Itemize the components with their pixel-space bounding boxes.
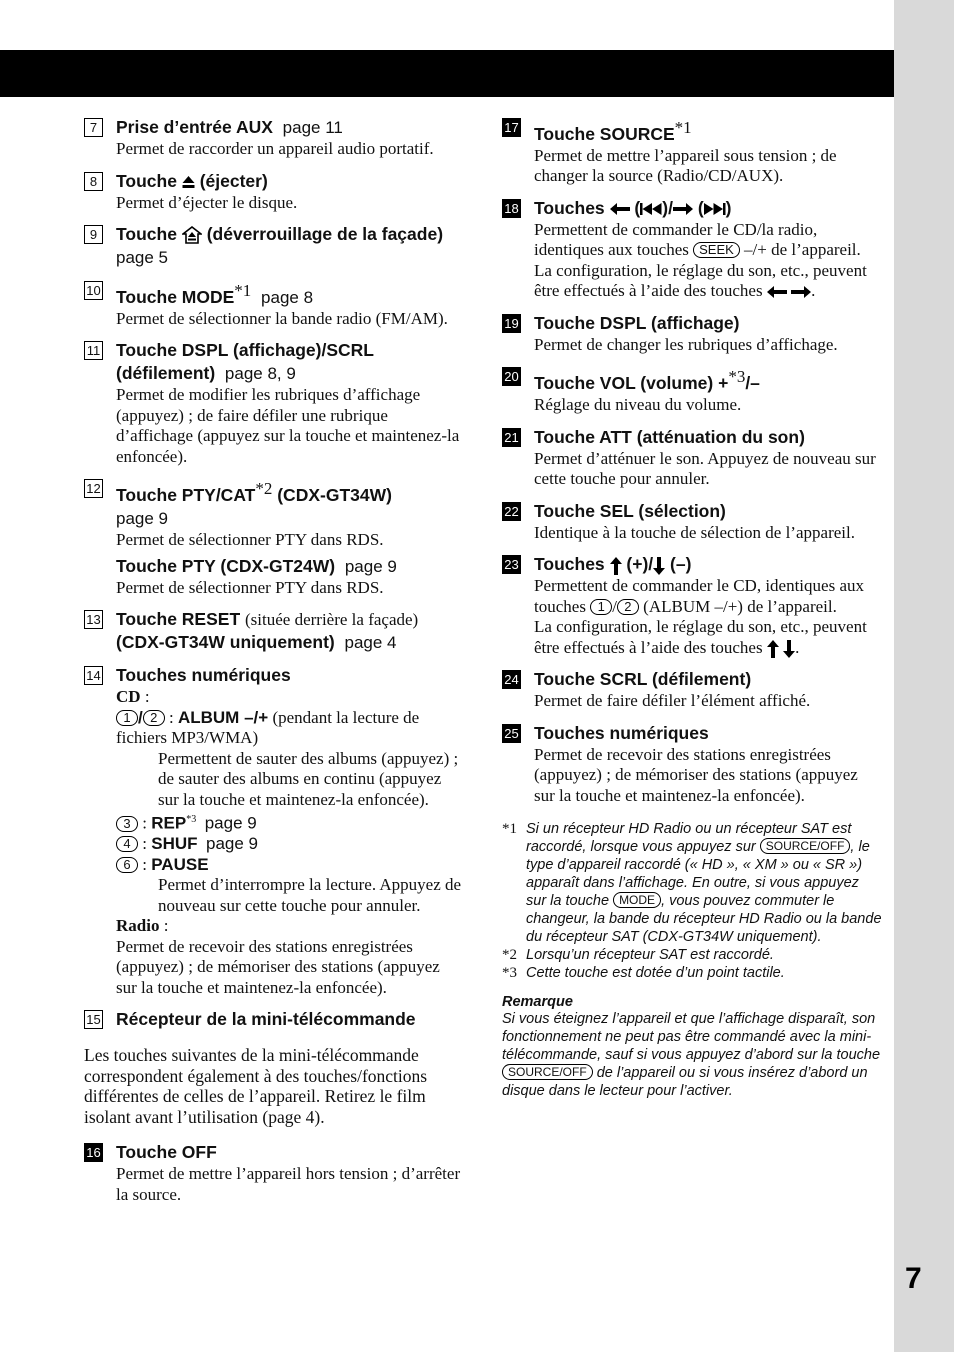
item-description: Permet de recevoir des stations enregistrées (appuyez) ; de mémoriser des stations (appuyez sur la touche et maintenez-la enfoncée). bbox=[534, 744, 858, 805]
item-number: 21 bbox=[502, 428, 521, 447]
page-ref: page 4 bbox=[344, 633, 397, 653]
remark-text bbox=[502, 1010, 882, 1100]
eject-icon bbox=[182, 175, 195, 189]
item-title: Touche bbox=[116, 224, 177, 244]
footnote-1 bbox=[502, 820, 882, 946]
item-description: Permet de changer les rubriques d’affichage. bbox=[534, 334, 838, 354]
item-number: 7 bbox=[84, 118, 103, 137]
item-9 bbox=[84, 223, 462, 269]
footnote-mark: *1 bbox=[234, 281, 252, 300]
item-8 bbox=[84, 170, 462, 214]
item-number: 23 bbox=[502, 555, 521, 574]
mode-button: MODE bbox=[613, 892, 661, 908]
item-title: Touche bbox=[116, 170, 177, 191]
previous-track-icon bbox=[640, 203, 662, 215]
item-note: (située derrière la façade) bbox=[245, 610, 419, 630]
pause-description: Permet d’interrompre la lecture. Appuyez de nouveau sur cette touche pour annuler. bbox=[158, 875, 462, 915]
item-number: 19 bbox=[502, 314, 521, 333]
item-description-a: Permettent de commander le CD, identiques aux touches bbox=[534, 576, 864, 616]
item-13 bbox=[84, 608, 462, 654]
item-title: Prise d’entrée AUX bbox=[116, 117, 273, 137]
item-14: 14 Touches numériques CD : 1 / 2 : ALBUM –/+ (pendant la lecture de fichiers MP3/WMA) Permettent de sauter des albums (appuyez) ; de sauter des albums en continu (appuyez sur la touche et maintenez-la enfoncée). 3 : REP$^{*3}$ page 9 4 : SHUF page 9 6 : PAUSE Permet d’interrompre la lecture. Appuyez de nouveau sur cette touche pour annuler. Radio : Permet de recevoir des stations enregistrées (appuyez) ; de mémoriser des stations (appuyez sur la touche et maintenez-la enfoncée). bbox=[84, 664, 462, 998]
item-description: Permet d’éjecter le disque. bbox=[116, 192, 298, 212]
release-icon bbox=[182, 226, 202, 244]
button-2: 2 bbox=[143, 710, 165, 726]
item-number: 13 bbox=[84, 610, 103, 629]
rep-page-ref: page 9 bbox=[204, 813, 257, 833]
right-column bbox=[502, 116, 882, 1100]
item-title: Touches bbox=[534, 554, 605, 575]
footnote-mark: *3 bbox=[728, 367, 746, 387]
item-title: Touches bbox=[534, 197, 605, 218]
arrow-left-icon bbox=[767, 286, 787, 298]
cd-label: CD bbox=[116, 687, 141, 707]
item-19 bbox=[502, 312, 882, 356]
item-title: Touche VOL (volume) + bbox=[534, 373, 729, 394]
item-description-b: (ALBUM –/+) de l’appareil. bbox=[643, 596, 837, 616]
item-21 bbox=[502, 426, 882, 490]
item-description: Permet de mettre l’appareil hors tension ; d’arrêter la source. bbox=[116, 1164, 461, 1204]
shuf-page-ref: page 9 bbox=[206, 834, 259, 854]
arrow-up-icon bbox=[610, 557, 622, 575]
item-title: Touche RESET bbox=[116, 609, 241, 630]
item-title: Récepteur de la mini-télécommande bbox=[116, 1009, 416, 1030]
page-ref: page 8, 9 bbox=[224, 364, 296, 384]
source-off-button: SOURCE/OFF bbox=[760, 838, 851, 854]
item-description-a: Permettent de commander le CD/la radio, identiques aux touches bbox=[534, 219, 818, 260]
item-title: Touches numériques bbox=[534, 722, 709, 743]
page-ref: page 11 bbox=[282, 118, 343, 137]
button-4: 4 bbox=[116, 836, 138, 852]
page-ref: page 9 bbox=[116, 509, 168, 529]
footnote-mark: *2 bbox=[502, 947, 517, 964]
footnotes bbox=[502, 820, 882, 982]
album-note: (pendant la lecture de fichiers MP3/WMA) bbox=[116, 707, 420, 748]
arrow-down-icon bbox=[783, 640, 795, 658]
item-title-suffix: (CDX-GT34W) bbox=[277, 485, 392, 506]
item-23: 23 Touches (+)/ (–) Permettent de commander le CD, identiques aux touches 1 / 2 (ALBUM –/+) de l’appareil. La configuration, le réglage du son, etc., peuvent être effectués à l’aide des touches . bbox=[502, 553, 882, 658]
footnote-3 bbox=[502, 964, 882, 982]
item-22 bbox=[502, 500, 882, 544]
page-ref: page 8 bbox=[261, 287, 314, 307]
button-2: 2 bbox=[617, 599, 639, 615]
item-24 bbox=[502, 668, 882, 712]
page-number: 7 bbox=[905, 1262, 922, 1295]
album-description: Permettent de sauter des albums (appuyez) ; de sauter des albums en continu (appuyez sur la touche et maintenez-la enfoncée). bbox=[158, 748, 459, 809]
remark-text-a: Si vous éteignez l’appareil et que l’affichage disparaît, son fonctionnement ne peut pas être commandé avec la mini-télécommande, sauf si vous appuyez d’abord sur la touche bbox=[502, 1011, 881, 1064]
item-17 bbox=[502, 116, 882, 187]
item-title-minus: (–) bbox=[670, 554, 692, 575]
item-number: 22 bbox=[502, 502, 521, 521]
item-title-2: Touche PTY (CDX-GT24W) bbox=[116, 555, 336, 576]
page-ref-2: page 9 bbox=[344, 556, 397, 576]
item-title: Touche SCRL (défilement) bbox=[534, 669, 752, 690]
item-description: Permet de sélectionner la bande radio (FM/AM). bbox=[116, 308, 448, 328]
item-number: 18 bbox=[502, 199, 521, 218]
button-1: 1 bbox=[590, 599, 612, 615]
item-number: 14 bbox=[84, 666, 103, 685]
item-title: Touche PTY/CAT bbox=[116, 485, 256, 506]
arrow-right-icon bbox=[673, 203, 693, 215]
footnote-mark: *3 bbox=[186, 814, 197, 826]
side-tab bbox=[894, 0, 954, 1352]
footnote-mark: *2 bbox=[255, 479, 273, 499]
item-description: Permet de modifier les rubriques d’affichage (appuyez) ; de faire défiler une rubrique d’affichage (appuyez sur la touche et maintenez-la enfoncée). bbox=[116, 385, 460, 466]
pause-label: PAUSE bbox=[151, 854, 209, 874]
left-column bbox=[84, 116, 462, 1215]
item-description: Permet de mettre l’appareil sous tension ; de changer la source (Radio/CD/AUX). bbox=[534, 145, 837, 186]
item-description-2: Permet de sélectionner PTY dans RDS. bbox=[116, 577, 384, 597]
footnote-text: Si un récepteur HD Radio ou un récepteur SAT est raccordé, lorsque vous appuyez sur bbox=[526, 821, 852, 856]
item-title: Touche SOURCE bbox=[534, 123, 675, 144]
item-18: 18 Touches ( )/ ( ) Permettent de commander le CD/la radio, identiques aux touches SEEK –/+ de l’appareil. La configuration, le réglage du son, etc., peuvent être effectués à l’aide des touches . bbox=[502, 197, 882, 302]
radio-description: Permet de recevoir des stations enregistrées (appuyez) ; de mémoriser des stations (appuyez sur la touche et maintenez-la enfoncée). bbox=[116, 936, 440, 997]
intro-paragraph: Les touches suivantes de la mini-télécommande correspondent également à des touches/fonctions différentes de celles de l’appareil. Retirez le film isolant avant l’utilisation (page 4). bbox=[84, 1045, 428, 1127]
item-number: 24 bbox=[502, 670, 521, 689]
remark-text-b: de l’appareil ou si vous insérez d’abord un disque dans le lecteur pour l’activer. bbox=[502, 1065, 868, 1100]
item-title-suffix: /– bbox=[745, 373, 760, 394]
item-number: 20 bbox=[502, 367, 521, 386]
button-6: 6 bbox=[116, 857, 138, 873]
footnote-text: Lorsqu’un récepteur SAT est raccordé. bbox=[526, 947, 774, 964]
footnote-text: Cette touche est dotée d’un point tactile. bbox=[526, 965, 785, 982]
item-25 bbox=[502, 722, 882, 807]
footnote-mark: *1 bbox=[674, 118, 692, 137]
item-title: Touche MODE bbox=[116, 286, 235, 307]
rep-label: REP bbox=[151, 813, 187, 833]
seek-button: SEEK bbox=[693, 242, 740, 258]
source-off-button: SOURCE/OFF bbox=[502, 1064, 593, 1080]
item-description: Permet de sélectionner PTY dans RDS. bbox=[116, 530, 384, 550]
item-title-suffix: (CDX-GT34W uniquement) bbox=[116, 632, 335, 653]
item-number: 9 bbox=[84, 225, 103, 244]
item-title: Touche DSPL (affichage) bbox=[534, 312, 740, 333]
footnote-mark: *1 bbox=[502, 821, 517, 838]
item-number: 25 bbox=[502, 724, 521, 743]
item-11 bbox=[84, 339, 462, 467]
item-title: Touche DSPL (affichage)/SCRL (défilement) bbox=[116, 340, 374, 384]
footnote-text: , le type d’appareil raccordé (« HD », « XM » ou « SR ») apparaît dans l’affichage. En outre, si vous appuyez sur la touche bbox=[526, 839, 870, 910]
item-description-c: La configuration, le réglage du son, etc., peuvent être effectués à l’aide des touches bbox=[534, 617, 867, 657]
page-ref: page 5 bbox=[116, 248, 168, 267]
button-1: 1 bbox=[116, 710, 138, 726]
radio-label: Radio bbox=[116, 916, 160, 936]
album-label: ALBUM –/+ bbox=[177, 707, 269, 727]
item-7 bbox=[84, 116, 462, 160]
item-number: 12 bbox=[84, 479, 103, 498]
item-description: Permet de faire défiler l’élément affiché. bbox=[534, 691, 811, 711]
item-title: Touche ATT (atténuation du son) bbox=[534, 426, 805, 447]
item-title-plus: (+)/ bbox=[626, 554, 654, 575]
item-10 bbox=[84, 279, 462, 329]
item-description: Permet de raccorder un appareil audio portatif. bbox=[116, 139, 434, 158]
item-title: Touches numériques bbox=[116, 665, 291, 686]
arrow-up-icon bbox=[767, 640, 779, 658]
item-title: Touche OFF bbox=[116, 1142, 217, 1163]
item-12 bbox=[84, 477, 462, 598]
arrow-left-icon bbox=[610, 203, 630, 215]
footnote-2 bbox=[502, 946, 882, 964]
item-description: Permet d’atténuer le son. Appuyez de nouveau sur cette touche pour annuler. bbox=[534, 448, 876, 489]
footnote-text: , vous pouvez commuter le changeur, la bande du récepteur HD Radio ou la bande du récepteur SAT (CDX-GT34W uniquement). bbox=[526, 893, 882, 946]
item-15 bbox=[84, 1008, 462, 1031]
arrow-down-icon bbox=[653, 557, 665, 575]
item-description-c: La configuration, le réglage du son, etc., peuvent être effectués à l’aide des touches bbox=[534, 260, 867, 301]
item-title-suffix: (éjecter) bbox=[199, 170, 268, 191]
remark-heading: Remarque bbox=[502, 994, 573, 1011]
item-number: 17 bbox=[502, 118, 521, 137]
arrow-right-icon bbox=[791, 286, 811, 298]
item-number: 10 bbox=[84, 281, 103, 300]
item-number: 8 bbox=[84, 172, 103, 191]
item-description: Réglage du niveau du volume. bbox=[534, 395, 742, 415]
footnote-mark: *3 bbox=[502, 965, 517, 982]
button-3: 3 bbox=[116, 816, 138, 832]
item-16 bbox=[84, 1141, 462, 1205]
item-description: Identique à la touche de sélection de l’appareil. bbox=[534, 522, 855, 542]
item-title: Touche SEL (sélection) bbox=[534, 500, 726, 521]
shuf-label: SHUF bbox=[151, 834, 198, 854]
header-bar bbox=[0, 50, 894, 97]
item-number: 16 bbox=[84, 1143, 103, 1162]
item-number: 11 bbox=[84, 341, 103, 360]
item-description-b: –/+ de l’appareil. bbox=[744, 240, 861, 260]
next-track-icon bbox=[704, 203, 726, 215]
item-20 bbox=[502, 365, 882, 415]
item-number: 15 bbox=[84, 1010, 103, 1029]
item-title-suffix: (déverrouillage de la façade) bbox=[206, 224, 444, 244]
